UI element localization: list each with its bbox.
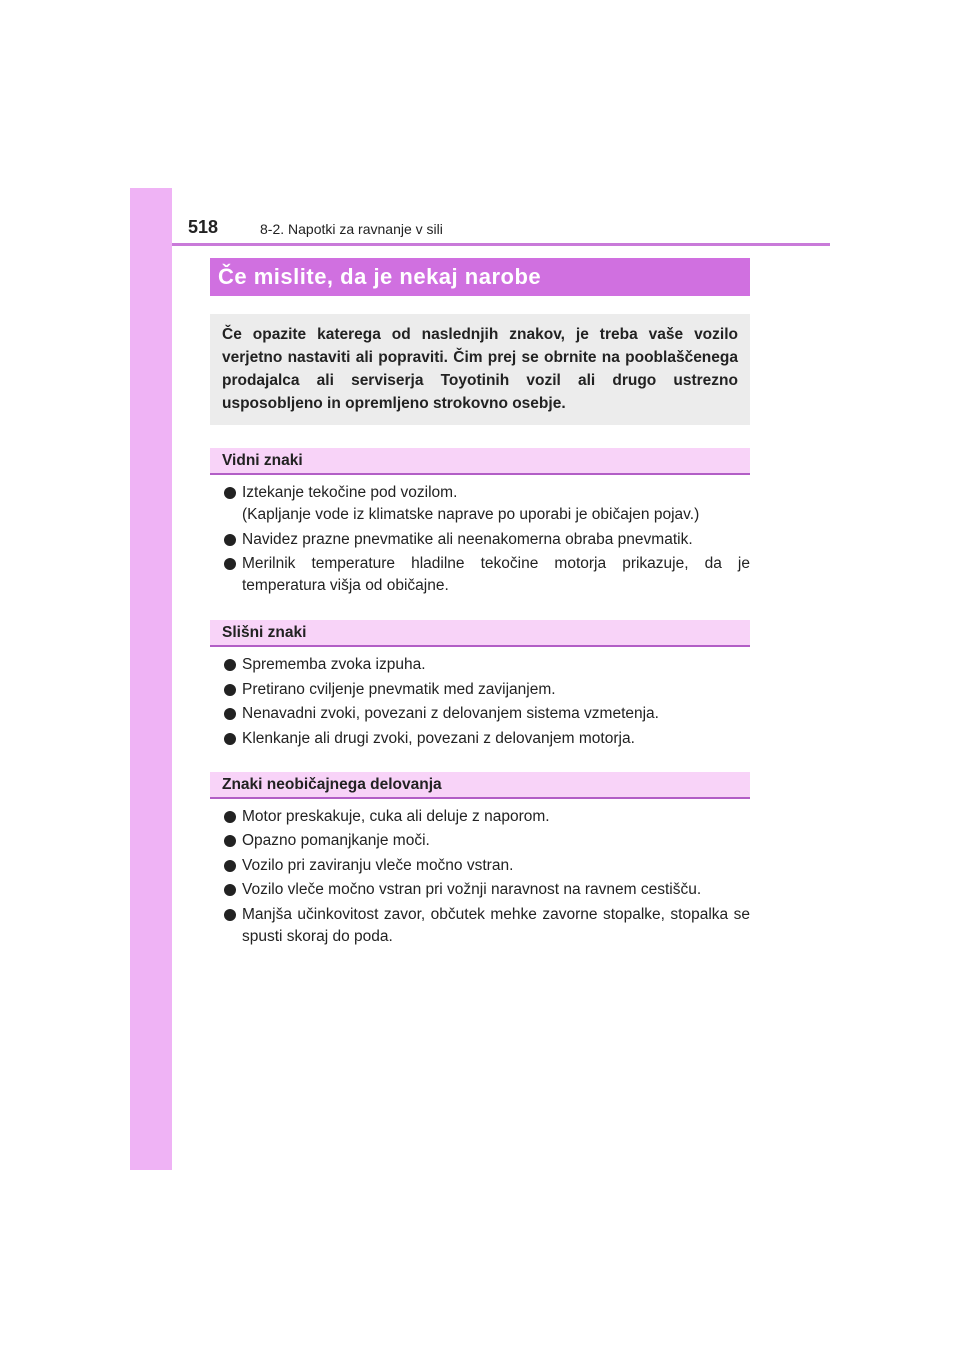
audible-signs-list <box>210 654 750 750</box>
page-header <box>130 188 830 246</box>
page-title: Če mislite, da je nekaj narobe <box>210 258 750 296</box>
bullet-icon <box>224 487 236 499</box>
bullet-icon <box>224 860 236 872</box>
bullet-icon <box>224 659 236 671</box>
section-header-visual-signs: Vidni znaki <box>210 448 750 475</box>
list-item <box>210 855 750 877</box>
list-item <box>210 703 750 725</box>
list-item-text: Merilnik temperature hladilne tekočine motorja prikazuje, da je temperatura višja od običajne. <box>242 555 750 594</box>
section-header-audible-signs: Slišni znaki <box>210 620 750 647</box>
list-item-text: Nenavadni zvoki, povezani z delovanjem sistema vzmetenja. <box>242 705 659 722</box>
visual-signs-list <box>210 482 750 597</box>
list-item-text: Klenkanje ali drugi zvoki, povezani z delovanjem motorja. <box>242 729 635 747</box>
list-item-text: Pretirano cviljenje pnevmatik med zavijanjem. <box>242 680 556 698</box>
list-item-text: Vozilo vleče močno vstran pri vožnji naravnost na ravnem cestišču. <box>242 881 702 898</box>
bullet-icon <box>224 835 236 847</box>
list-item <box>210 806 750 828</box>
list-item <box>210 654 750 676</box>
main-content <box>210 258 750 950</box>
list-item <box>210 728 750 750</box>
list-item <box>210 904 750 948</box>
bullet-icon <box>224 534 236 546</box>
bullet-icon <box>224 558 236 570</box>
list-item <box>210 529 750 551</box>
list-item-text: Manjša učinkovitost zavor, občutek mehke zavorne stopalke, stopalka se spusti skoraj do poda. <box>242 905 750 945</box>
bullet-icon <box>224 684 236 696</box>
list-item-text: Opazno pomanjkanje moči. <box>242 832 430 849</box>
header-divider <box>172 243 830 246</box>
bullet-icon <box>224 909 236 921</box>
list-item-note: (Kapljanje vode iz klimatske naprave po uporabi je običajen pojav.) <box>242 506 700 523</box>
list-item-text: Vozilo pri zaviranju vleče močno vstran. <box>242 856 514 874</box>
bullet-icon <box>224 811 236 823</box>
bullet-icon <box>224 884 236 896</box>
list-item <box>210 553 750 597</box>
list-item-text: Sprememba zvoka izpuha. <box>242 656 426 673</box>
list-item <box>210 879 750 901</box>
list-item-text: Navidez prazne pnevmatike ali neenakomerna obraba pnevmatik. <box>242 530 693 548</box>
list-item <box>210 482 750 526</box>
bullet-icon <box>224 708 236 720</box>
section-header-abnormal-operation: Znaki neobičajnega delovanja <box>210 772 750 799</box>
intro-box: Če opazite katerega od naslednjih znakov, je treba vaše vozilo verjetno nastaviti ali popraviti. Čim prej se obrnite na pooblaščenega prodajalca ali serviserja Toyotinih vozil ali drugo ustrezno usposobljeno in opremljeno strokovno osebje. <box>210 314 750 425</box>
section-reference: 8-2. Napotki za ravnanje v sili <box>260 221 443 237</box>
bullet-icon <box>224 733 236 745</box>
list-item <box>210 679 750 701</box>
abnormal-operation-list <box>210 806 750 948</box>
list-item <box>210 830 750 852</box>
page-tab-sidebar <box>130 188 172 1170</box>
list-item-text: Motor preskakuje, cuka ali deluje z naporom. <box>242 807 550 825</box>
list-item-text: Iztekanje tekočine pod vozilom. <box>242 484 458 501</box>
page-number: 518 <box>188 217 219 237</box>
